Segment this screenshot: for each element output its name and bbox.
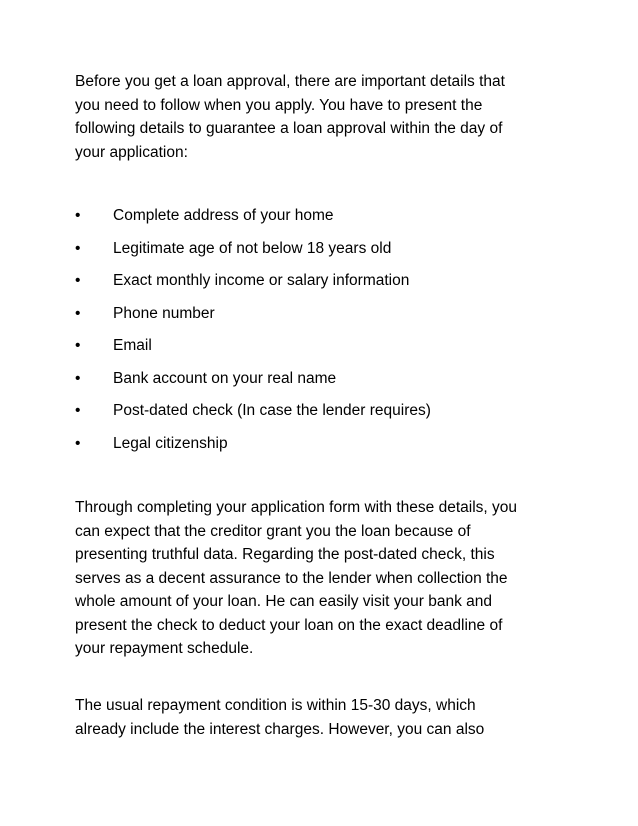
intro-paragraph	[75, 70, 565, 164]
list-item	[75, 235, 565, 268]
list-item-text: Legal citizenship	[113, 434, 228, 452]
text-line: Through completing your application form with these details, you	[75, 499, 517, 516]
list-item	[75, 332, 565, 365]
text-line: whole amount of your loan. He can easily visit your bank and	[75, 593, 493, 610]
list-item-text: Exact monthly income or salary information	[113, 272, 410, 289]
list-item	[75, 267, 565, 300]
text-line: presenting truthful data. Regarding the post-dated check, this	[75, 546, 495, 563]
bullet-icon: •	[75, 434, 81, 452]
list-item-text: Complete address of your home	[113, 207, 334, 224]
list-item-text: Post-dated check (In case the lender requires)	[113, 402, 431, 419]
list-item	[75, 300, 565, 333]
bullet-icon: •	[75, 207, 81, 224]
text-line: your repayment schedule.	[75, 640, 254, 657]
list-item	[75, 202, 565, 235]
list-item-text: Legitimate age of not below 18 years old	[113, 239, 392, 257]
bullet-icon: •	[75, 239, 81, 257]
bullet-icon: •	[75, 402, 81, 419]
middle-paragraph	[75, 496, 565, 661]
text-line: The usual repayment condition is within 15-30 days, which	[75, 697, 476, 714]
text-line: present the check to deduct your loan on the exact deadline of	[75, 616, 503, 634]
list-item-text: Bank account on your real name	[113, 369, 337, 387]
bullet-icon: •	[75, 304, 81, 322]
list-item	[75, 365, 565, 398]
text-line: Before you get a loan approval, there are important details that	[75, 73, 505, 90]
list-item-text: Phone number	[113, 304, 215, 322]
text-line: you need to follow when you apply. You have to present the	[75, 96, 483, 114]
text-line: your application:	[75, 143, 188, 161]
text-line: already include the interest charges. However, you can also	[75, 720, 485, 738]
bullet-icon: •	[75, 272, 81, 289]
text-line: can expect that the creditor grant you the loan because of	[75, 522, 471, 540]
bullet-icon: •	[75, 369, 81, 387]
bullet-icon: •	[75, 337, 81, 354]
text-line: serves as a decent assurance to the lender when collection the	[75, 569, 508, 587]
requirements-list	[75, 202, 565, 462]
list-item	[75, 397, 565, 430]
list-item-text: Email	[113, 337, 152, 354]
text-line: following details to guarantee a loan approval within the day of	[75, 120, 503, 137]
last-paragraph	[75, 694, 565, 741]
list-item	[75, 430, 565, 463]
